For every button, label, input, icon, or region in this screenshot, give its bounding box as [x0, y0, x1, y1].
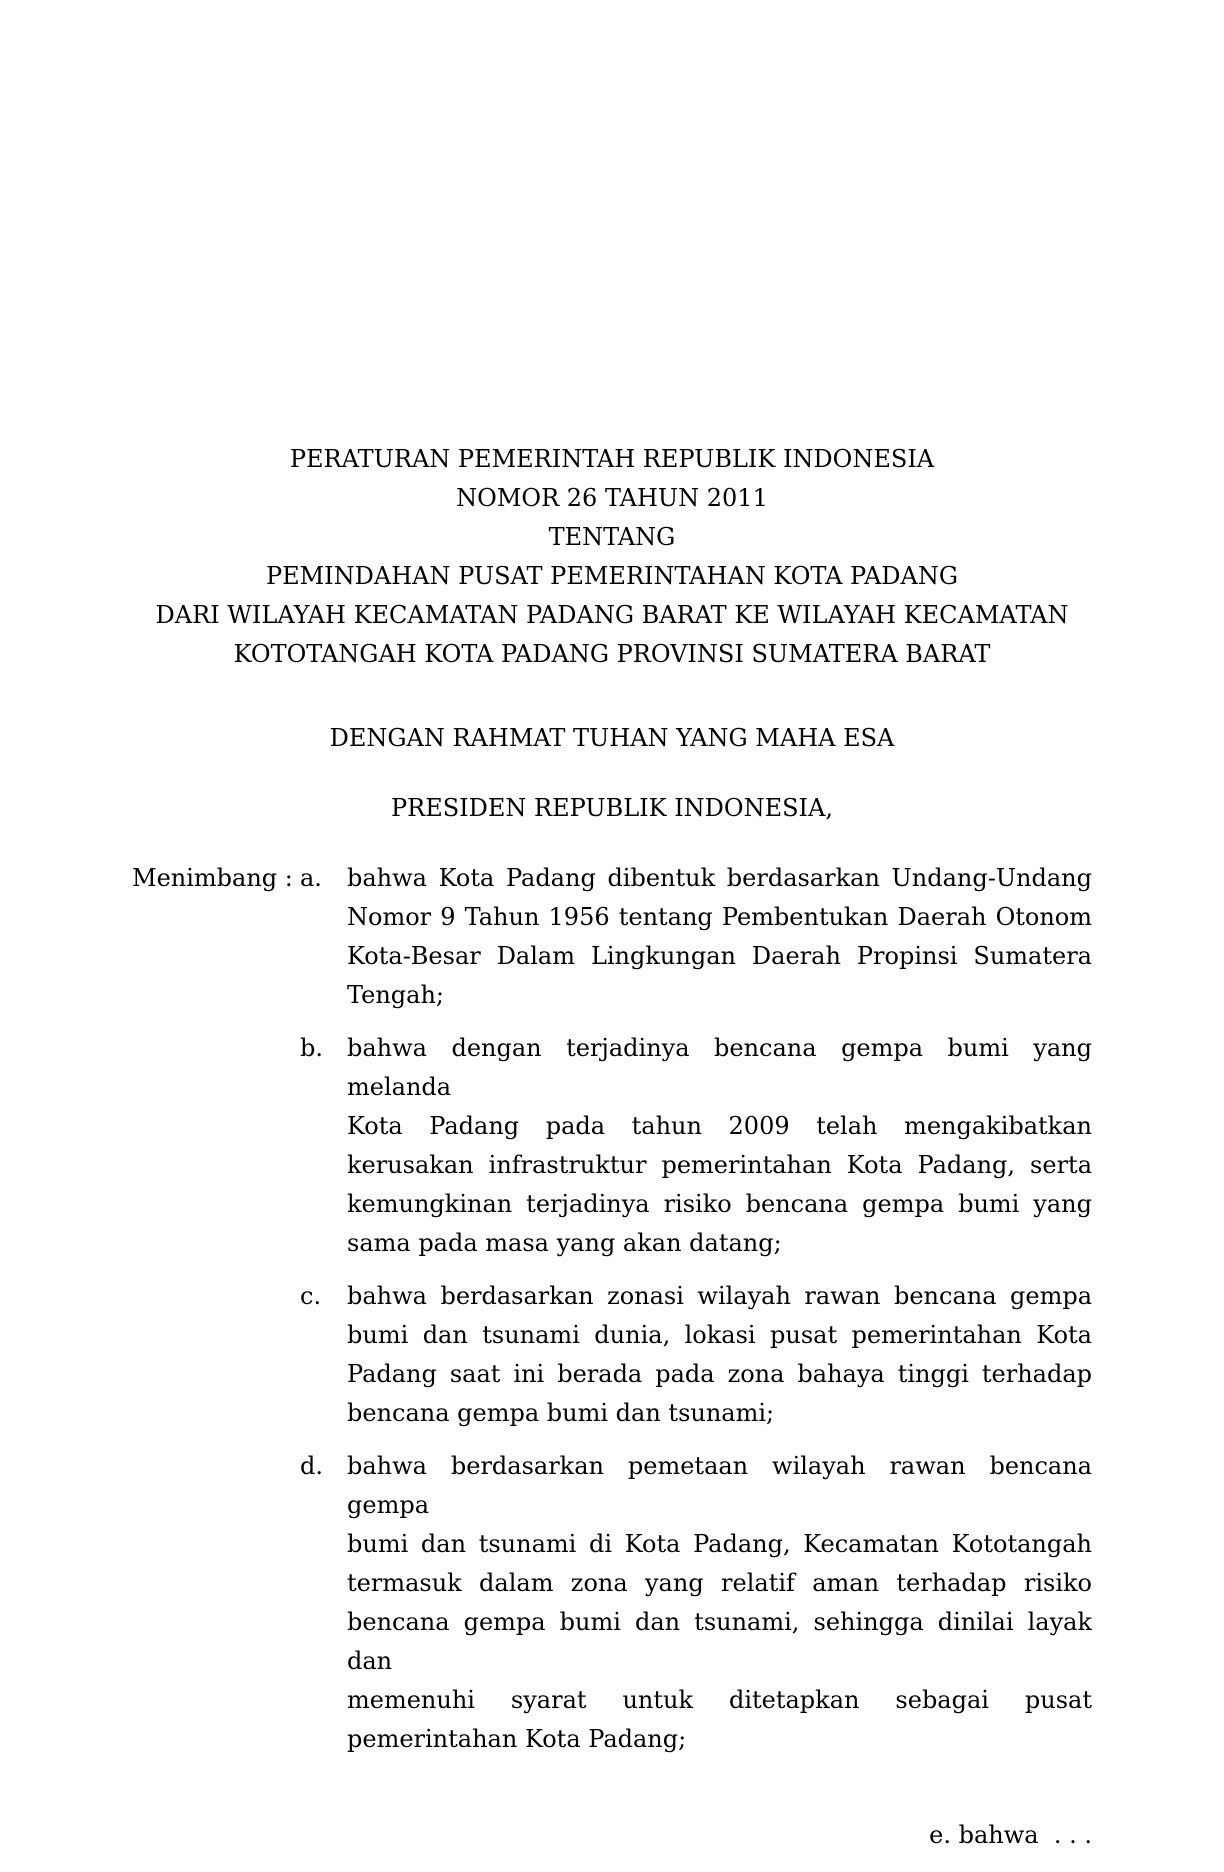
text-line: bencana gempa bumi dan tsunami, sehingga dinilai layak dan [347, 1608, 1092, 1675]
text-line: sama pada masa yang akan datang; [347, 1229, 782, 1257]
title-line-number: NOMOR 26 TAHUN 2011 [456, 484, 768, 512]
consideration-item-b [300, 1029, 1092, 1263]
text-line: kemungkinan terjadinya risiko bencana gempa bumi yang [347, 1190, 1092, 1218]
text-line: Kota-Besar Dalam Lingkungan Daerah Propinsi Sumatera [347, 942, 1092, 970]
text-line: bahwa dengan terjadinya bencana gempa bumi yang melanda [347, 1034, 1092, 1101]
invocation-line: DENGAN RAHMAT TUHAN YANG MAHA ESA [329, 724, 895, 752]
consideration-text [347, 1029, 1092, 1263]
consideration-letter: b. [300, 1034, 323, 1062]
consideration-item-a [300, 859, 1092, 1015]
title-line-regulation: PERATURAN PEMERINTAH REPUBLIK INDONESIA [289, 445, 935, 473]
consideration-text [347, 1277, 1092, 1433]
consideration-text [347, 1447, 1092, 1759]
text-line: Tengah; [347, 981, 445, 1009]
text-line: Padang saat ini berada pada zona bahaya tinggi terhadap [347, 1360, 1092, 1388]
text-line: bahwa Kota Padang dibentuk berdasarkan Undang-Undang [347, 864, 1092, 892]
issuer-line: PRESIDEN REPUBLIK INDONESIA, [390, 794, 833, 822]
text-line: kerusakan infrastruktur pemerintahan Kota Padang, serta [347, 1151, 1092, 1179]
text-line: memenuhi syarat untuk ditetapkan sebagai pusat [347, 1686, 1092, 1714]
considerations-label: Menimbang : [132, 864, 293, 892]
consideration-letter: d. [300, 1452, 323, 1480]
page-continuation-catchword: e. bahwa . . . [929, 1821, 1092, 1849]
consideration-text [347, 859, 1092, 1015]
text-line: bumi dan tsunami di Kota Padang, Kecamatan Kototangah [347, 1530, 1092, 1558]
document-title-block [132, 440, 1092, 674]
title-line-subject-2: DARI WILAYAH KECAMATAN PADANG BARAT KE WILAYAH KECAMATAN [155, 601, 1069, 629]
text-line: pemerintahan Kota Padang; [347, 1725, 687, 1753]
considerations-section [132, 859, 1092, 1759]
text-line: Kota Padang pada tahun 2009 telah mengakibatkan [347, 1112, 1092, 1140]
title-line-subject-1: PEMINDAHAN PUSAT PEMERINTAHAN KOTA PADANG [265, 562, 959, 590]
consideration-item-c [300, 1277, 1092, 1433]
text-line: Nomor 9 Tahun 1956 tentang Pembentukan Daerah Otonom [347, 903, 1092, 931]
text-line: bahwa berdasarkan pemetaan wilayah rawan bencana gempa [347, 1452, 1092, 1519]
consideration-letter: a. [300, 864, 322, 892]
text-line: termasuk dalam zona yang relatif aman terhadap risiko [347, 1569, 1092, 1597]
title-line-tentang: TENTANG [548, 523, 676, 551]
text-line: bencana gempa bumi dan tsunami; [347, 1399, 775, 1427]
text-line: bumi dan tsunami dunia, lokasi pusat pemerintahan Kota [347, 1321, 1092, 1349]
consideration-item-d [300, 1447, 1092, 1759]
title-line-subject-3: KOTOTANGAH KOTA PADANG PROVINSI SUMATERA BARAT [233, 640, 991, 668]
consideration-letter: c. [300, 1282, 322, 1310]
text-line: bahwa berdasarkan zonasi wilayah rawan bencana gempa [347, 1282, 1092, 1310]
considerations-items [300, 859, 1092, 1759]
